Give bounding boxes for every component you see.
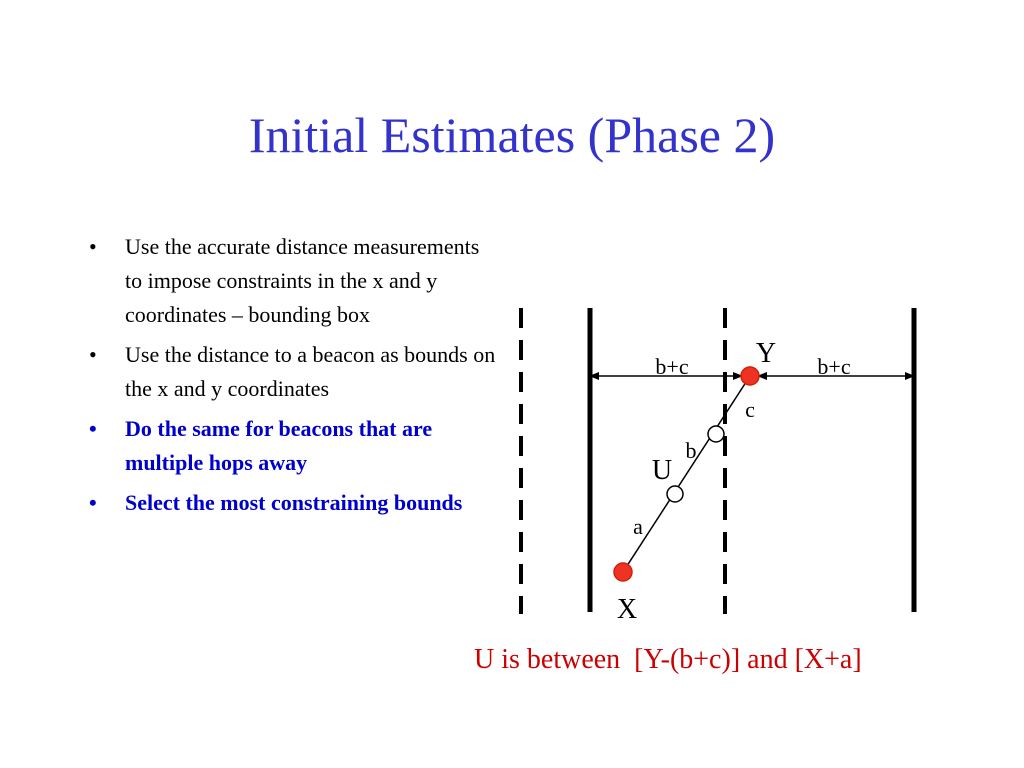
segment-label-c: c xyxy=(745,397,755,422)
bound-label-left: b+c xyxy=(655,354,689,379)
segment-label-b: b xyxy=(685,438,697,463)
caption: U is between [Y-(b+c)] and [X+a] xyxy=(474,644,862,675)
path-line xyxy=(623,376,750,572)
bullet-text: Use the accurate distance measurements to impose constraints in the x and y coordinates – bounding box xyxy=(125,234,480,327)
bullet-text: Select the most constraining bounds xyxy=(125,490,463,515)
bullet-icon: • xyxy=(89,342,97,367)
bullet-text: Use the distance to a beacon as bounds on the x and y coordinates xyxy=(125,342,496,401)
node-label-x: X xyxy=(616,594,638,625)
bullet-icon: • xyxy=(89,490,97,515)
beacon-node-y xyxy=(741,367,759,385)
slide-title: Initial Estimates (Phase 2) xyxy=(248,107,776,163)
bullet-icon: • xyxy=(89,416,97,441)
segment-label-a: a xyxy=(633,514,643,539)
beacon-node-x xyxy=(614,563,632,581)
bullet-icon: • xyxy=(89,234,97,259)
bound-label-right: b+c xyxy=(817,354,851,379)
intermediate-node xyxy=(708,426,724,442)
bullet-text: Do the same for beacons that are multiple hops away xyxy=(125,416,433,475)
node-label-y: Y xyxy=(755,338,777,369)
node-label-u: U xyxy=(651,455,673,486)
unknown-node-u xyxy=(667,486,683,502)
